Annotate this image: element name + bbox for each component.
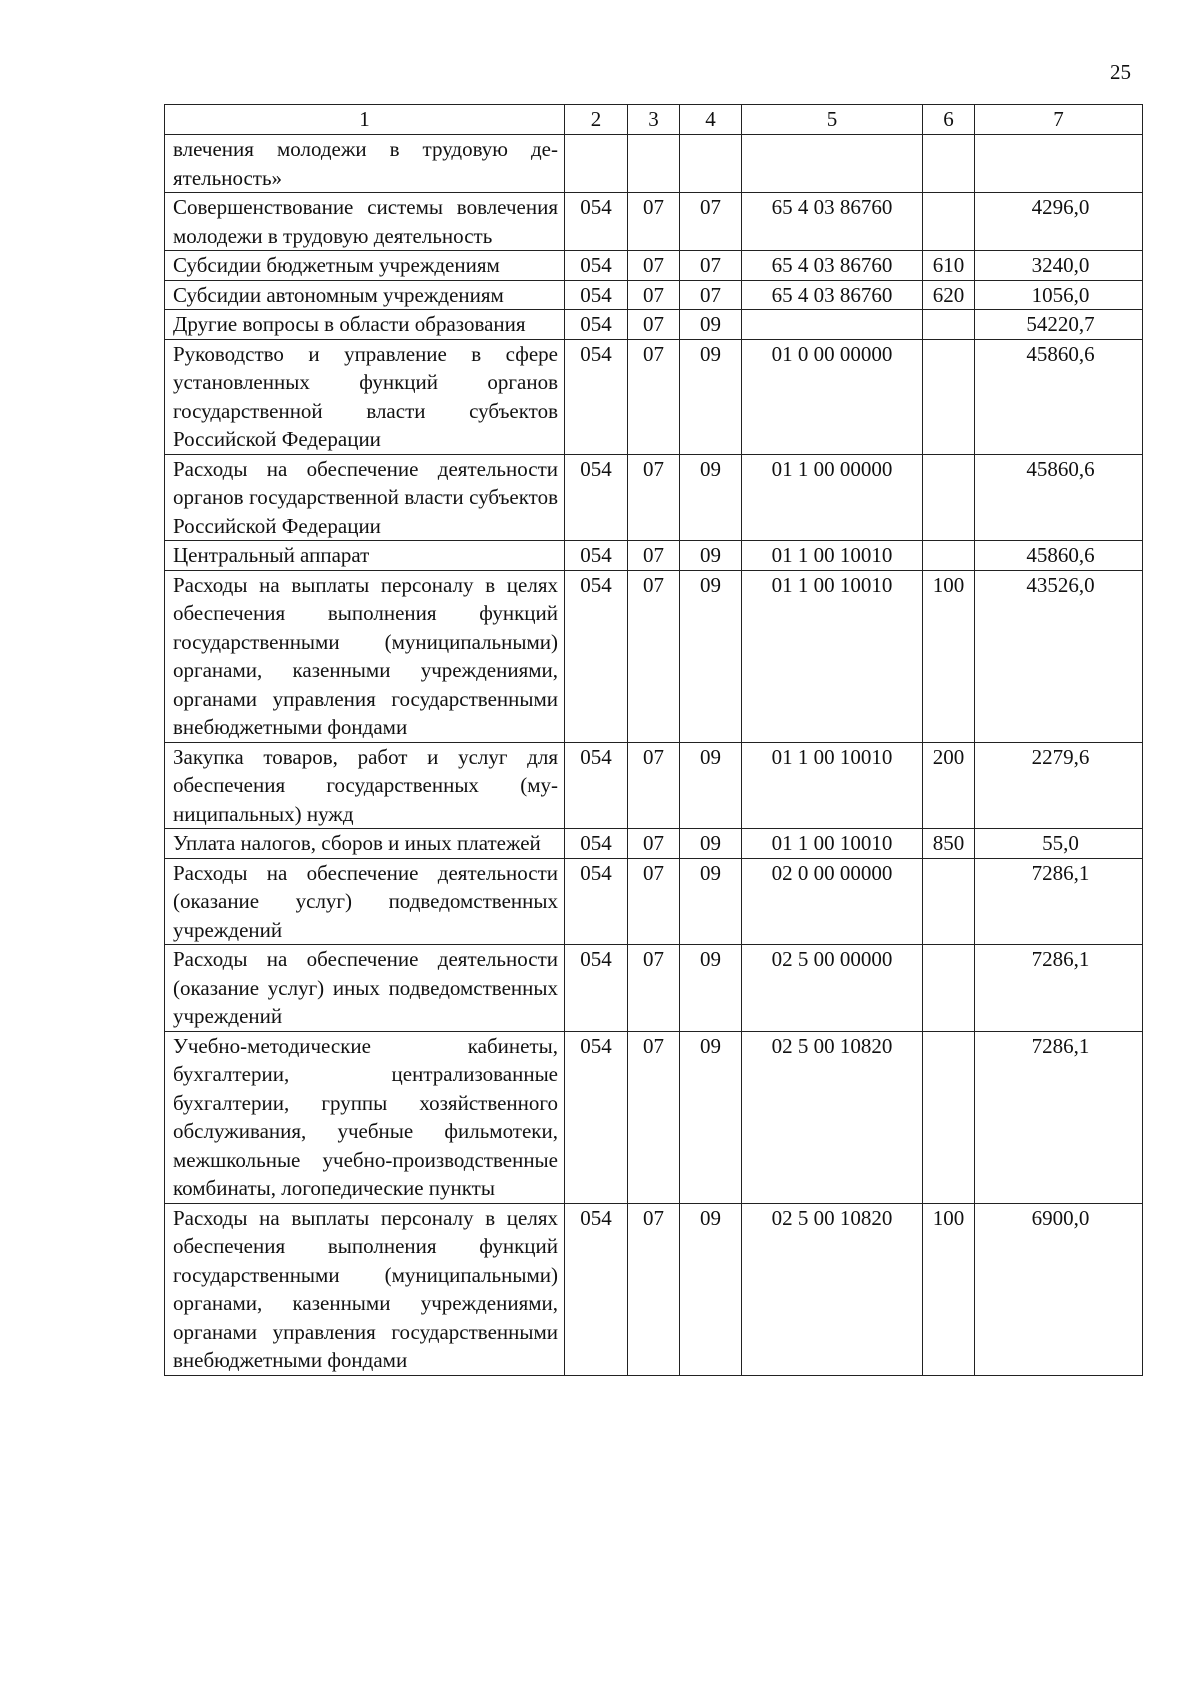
- row-name-cell: Расходы на выплаты персоналу в целях обеспечения выполнения функций государственными (муниципальными) органами, казенными учреждениями, органами управления государственными внебюджетными фондами: [165, 1203, 565, 1375]
- section-code-cell: 07: [628, 454, 680, 541]
- subsection-code-cell: 07: [680, 251, 742, 281]
- column-header: 7: [975, 105, 1143, 135]
- row-name-cell: влечения молодежи в трудовую деятельность»: [165, 135, 565, 193]
- amount-cell: 3240,0: [975, 251, 1143, 281]
- subsection-code-cell: 09: [680, 570, 742, 742]
- section-code-cell: [628, 135, 680, 193]
- ministry-code-cell: 054: [565, 742, 628, 829]
- expense-type-cell: [923, 193, 975, 251]
- section-code-cell: 07: [628, 945, 680, 1032]
- row-name-cell: Расходы на обеспечение деятельности органов государственной власти субъектов Российской Федерации: [165, 454, 565, 541]
- table-row: [165, 135, 1143, 193]
- ministry-code-cell: 054: [565, 858, 628, 945]
- page-number: 25: [1110, 60, 1131, 84]
- row-name-cell: Совершенствование системы вовлечения молодежи в трудовую деятельность: [165, 193, 565, 251]
- target-article-cell: 02 5 00 00000: [742, 945, 923, 1032]
- section-code-cell: 07: [628, 829, 680, 859]
- section-code-cell: 07: [628, 280, 680, 310]
- subsection-code-cell: 09: [680, 1203, 742, 1375]
- table-row: [165, 193, 1143, 251]
- subsection-code-cell: 09: [680, 858, 742, 945]
- table-row: [165, 742, 1143, 829]
- ministry-code-cell: 054: [565, 1031, 628, 1203]
- target-article-cell: 02 5 00 10820: [742, 1031, 923, 1203]
- column-header: 2: [565, 105, 628, 135]
- target-article-cell: 65 4 03 86760: [742, 280, 923, 310]
- section-code-cell: 07: [628, 310, 680, 340]
- row-name-cell: Другие вопросы в области образования: [165, 310, 565, 340]
- column-header: 3: [628, 105, 680, 135]
- subsection-code-cell: 07: [680, 280, 742, 310]
- amount-cell: 6900,0: [975, 1203, 1143, 1375]
- row-name-cell: Субсидии автономным учреждениям: [165, 280, 565, 310]
- table-row: [165, 251, 1143, 281]
- row-name-cell: Расходы на выплаты персоналу в целях обеспечения выполнения функций государственными (муниципальными) органами, казенными учреждениями, органами управления государственными внебюджетными фондами: [165, 570, 565, 742]
- amount-cell: 55,0: [975, 829, 1143, 859]
- expense-type-cell: [923, 339, 975, 454]
- target-article-cell: 65 4 03 86760: [742, 251, 923, 281]
- expense-type-cell: 100: [923, 570, 975, 742]
- section-code-cell: 07: [628, 570, 680, 742]
- table-row: [165, 945, 1143, 1032]
- amount-cell: 7286,1: [975, 1031, 1143, 1203]
- target-article-cell: 01 1 00 00000: [742, 454, 923, 541]
- ministry-code-cell: 054: [565, 339, 628, 454]
- amount-cell: 4296,0: [975, 193, 1143, 251]
- ministry-code-cell: 054: [565, 541, 628, 571]
- amount-cell: 45860,6: [975, 339, 1143, 454]
- row-name-cell: Расходы на обеспечение деятельности (оказание услуг) подведомственных учреждений: [165, 858, 565, 945]
- ministry-code-cell: 054: [565, 280, 628, 310]
- row-name-cell: Учебно-методические кабинеты, бухгалтерии, централизованные бухгалтерии, группы хозяйственного обслуживания, учебные фильмотеки, межшкольные учебно-производственные комбинаты, логопедические пункты: [165, 1031, 565, 1203]
- amount-cell: 45860,6: [975, 454, 1143, 541]
- expense-type-cell: [923, 1031, 975, 1203]
- subsection-code-cell: 09: [680, 310, 742, 340]
- column-header: 4: [680, 105, 742, 135]
- target-article-cell: [742, 310, 923, 340]
- subsection-code-cell: 09: [680, 945, 742, 1032]
- table-row: [165, 858, 1143, 945]
- expense-type-cell: 100: [923, 1203, 975, 1375]
- section-code-cell: 07: [628, 1203, 680, 1375]
- expense-type-cell: [923, 310, 975, 340]
- column-header: 5: [742, 105, 923, 135]
- expense-type-cell: 850: [923, 829, 975, 859]
- table-row: [165, 1031, 1143, 1203]
- row-name-cell: Закупка товаров, работ и услуг для обеспечения государственных (муниципальных) нужд: [165, 742, 565, 829]
- amount-cell: 7286,1: [975, 858, 1143, 945]
- ministry-code-cell: 054: [565, 454, 628, 541]
- amount-cell: 54220,7: [975, 310, 1143, 340]
- amount-cell: 2279,6: [975, 742, 1143, 829]
- ministry-code-cell: [565, 135, 628, 193]
- section-code-cell: 07: [628, 541, 680, 571]
- target-article-cell: 01 0 00 00000: [742, 339, 923, 454]
- ministry-code-cell: 054: [565, 193, 628, 251]
- table-row: [165, 829, 1143, 859]
- row-name-cell: Расходы на обеспечение деятельности (оказание услуг) иных подведомственных учреждений: [165, 945, 565, 1032]
- target-article-cell: 01 1 00 10010: [742, 742, 923, 829]
- amount-cell: 45860,6: [975, 541, 1143, 571]
- subsection-code-cell: 09: [680, 454, 742, 541]
- table-row: [165, 310, 1143, 340]
- section-code-cell: 07: [628, 858, 680, 945]
- header-row: [165, 105, 1143, 135]
- table-row: [165, 339, 1143, 454]
- section-code-cell: 07: [628, 339, 680, 454]
- target-article-cell: 02 0 00 00000: [742, 858, 923, 945]
- target-article-cell: 01 1 00 10010: [742, 829, 923, 859]
- subsection-code-cell: 09: [680, 1031, 742, 1203]
- amount-cell: 1056,0: [975, 280, 1143, 310]
- expense-type-cell: [923, 135, 975, 193]
- ministry-code-cell: 054: [565, 829, 628, 859]
- target-article-cell: 02 5 00 10820: [742, 1203, 923, 1375]
- expense-type-cell: 200: [923, 742, 975, 829]
- row-name-cell: Руководство и управление в сфере установленных функций органов государственной власти субъектов Российской Федерации: [165, 339, 565, 454]
- column-header: 1: [165, 105, 565, 135]
- row-name-cell: Субсидии бюджетным учреждениям: [165, 251, 565, 281]
- expense-type-cell: [923, 945, 975, 1032]
- ministry-code-cell: 054: [565, 945, 628, 1032]
- subsection-code-cell: 07: [680, 193, 742, 251]
- section-code-cell: 07: [628, 742, 680, 829]
- table-row: [165, 454, 1143, 541]
- target-article-cell: 65 4 03 86760: [742, 193, 923, 251]
- row-name-cell: Уплата налогов, сборов и иных платежей: [165, 829, 565, 859]
- subsection-code-cell: 09: [680, 742, 742, 829]
- expense-type-cell: [923, 858, 975, 945]
- expense-type-cell: 620: [923, 280, 975, 310]
- ministry-code-cell: 054: [565, 310, 628, 340]
- section-code-cell: 07: [628, 193, 680, 251]
- ministry-code-cell: 054: [565, 251, 628, 281]
- subsection-code-cell: [680, 135, 742, 193]
- section-code-cell: 07: [628, 251, 680, 281]
- expense-type-cell: [923, 541, 975, 571]
- budget-table: [164, 104, 1143, 1376]
- ministry-code-cell: 054: [565, 1203, 628, 1375]
- expense-type-cell: 610: [923, 251, 975, 281]
- target-article-cell: 01 1 00 10010: [742, 570, 923, 742]
- subsection-code-cell: 09: [680, 829, 742, 859]
- ministry-code-cell: 054: [565, 570, 628, 742]
- table-row: [165, 1203, 1143, 1375]
- row-name-cell: Центральный аппарат: [165, 541, 565, 571]
- subsection-code-cell: 09: [680, 339, 742, 454]
- amount-cell: [975, 135, 1143, 193]
- amount-cell: 43526,0: [975, 570, 1143, 742]
- target-article-cell: [742, 135, 923, 193]
- table-row: [165, 570, 1143, 742]
- section-code-cell: 07: [628, 1031, 680, 1203]
- subsection-code-cell: 09: [680, 541, 742, 571]
- amount-cell: 7286,1: [975, 945, 1143, 1032]
- expense-type-cell: [923, 454, 975, 541]
- target-article-cell: 01 1 00 10010: [742, 541, 923, 571]
- table-body: [165, 135, 1143, 1376]
- table-row: [165, 541, 1143, 571]
- column-header: 6: [923, 105, 975, 135]
- table-row: [165, 280, 1143, 310]
